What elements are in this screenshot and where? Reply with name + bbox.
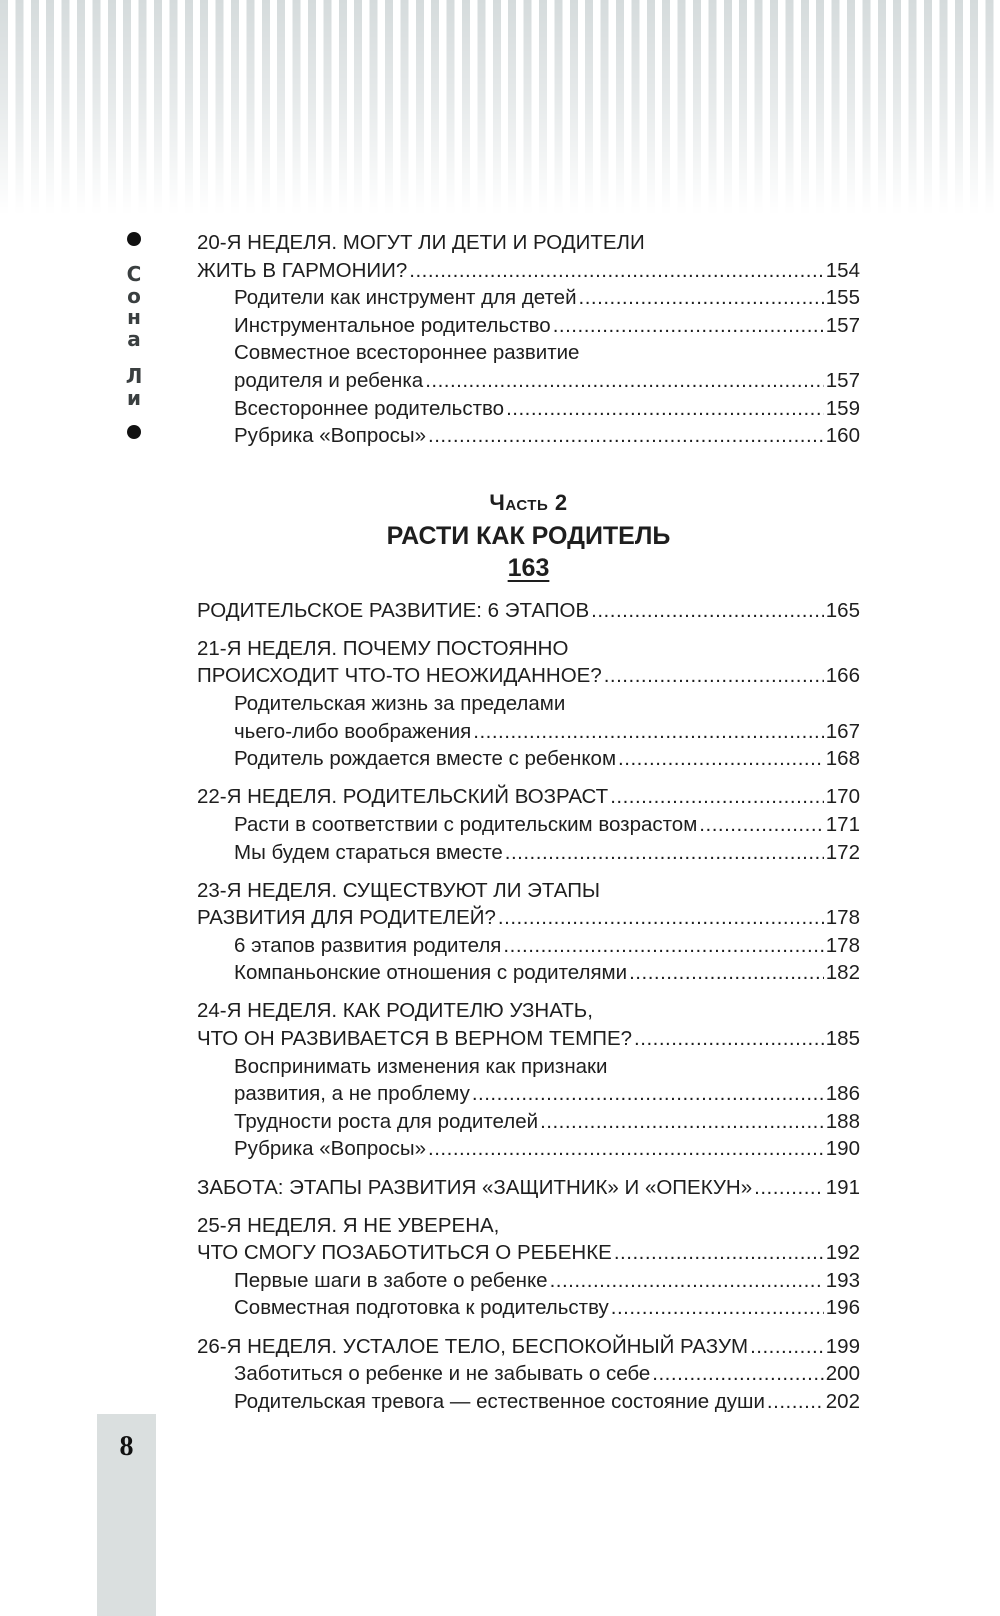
author-letter: н <box>127 305 141 329</box>
part-label: Часть 2 <box>489 489 568 515</box>
author-name-vertical <box>122 264 146 409</box>
toc-page-number: 165 <box>825 598 860 622</box>
toc-entry-line <box>197 904 860 932</box>
toc-entry-title: ЧТО СМОГУ ПОЗАБОТИТЬСЯ О РЕБЕНКЕ <box>197 1241 612 1265</box>
toc-entry-title: Всестороннее родительство <box>234 396 505 420</box>
toc-entry-line <box>197 1294 860 1322</box>
toc-entry-title: Родительская жизнь за пределами <box>234 692 566 716</box>
toc-section-entry[interactable] <box>197 932 860 960</box>
toc-entry-title: 25-Я НЕДЕЛЯ. Я НЕ УВЕРЕНА, <box>197 1213 500 1237</box>
bullet-dot-bottom <box>127 425 141 439</box>
toc-entry-line <box>197 229 860 257</box>
toc-entry-line <box>197 1135 860 1163</box>
page-number: 8 <box>119 1431 134 1462</box>
part-page-number: 163 <box>507 553 550 582</box>
author-running-head <box>122 232 146 439</box>
toc-entry-title: родителя и ребенка <box>234 368 424 392</box>
toc-entry-line <box>197 1333 860 1361</box>
bullet-dot-top <box>127 232 141 246</box>
toc-entry-line <box>197 997 860 1025</box>
toc-chapter-entry[interactable] <box>197 1333 860 1361</box>
toc-entry-title: Инструментальное родительство <box>234 313 551 337</box>
dot-leader <box>604 662 824 690</box>
dot-leader <box>767 1388 824 1416</box>
author-letter: С <box>126 262 142 286</box>
toc-entry-title: Компаньонские отношения с родителями <box>234 961 628 985</box>
toc-entry-line <box>197 635 860 663</box>
toc-entry-title: РАЗВИТИЯ ДЛЯ РОДИТЕЛЕЙ? <box>197 906 496 930</box>
toc-group <box>197 783 860 866</box>
dot-leader <box>428 1135 824 1163</box>
toc-page-number: 188 <box>825 1109 860 1133</box>
toc-section-entry[interactable] <box>197 422 860 450</box>
toc-entry-line <box>197 959 860 987</box>
dot-leader <box>473 718 824 746</box>
dot-leader <box>750 1333 824 1361</box>
toc-chapter-entry[interactable] <box>197 997 860 1052</box>
toc-group <box>197 229 860 450</box>
toc-entry-title: Мы будем стараться вместе <box>234 840 503 864</box>
dot-leader <box>498 904 824 932</box>
toc-chapter-entry[interactable] <box>197 877 860 932</box>
toc-entry-title: Родители как инструмент для детей <box>234 286 577 310</box>
toc-group <box>197 635 860 773</box>
toc-entry-title: 21-Я НЕДЕЛЯ. ПОЧЕМУ ПОСТОЯННО <box>197 636 569 660</box>
toc-entry-title: Родительская тревога — естественное состояние души <box>234 1389 765 1413</box>
toc-section-entry[interactable] <box>197 811 860 839</box>
toc-section-entry[interactable] <box>197 959 860 987</box>
decorative-stripes-header <box>0 0 1000 215</box>
author-letter: о <box>127 283 141 308</box>
toc-page-number: 191 <box>825 1175 860 1199</box>
toc-page-number: 154 <box>825 258 860 282</box>
toc-entry-title: Рубрика «Вопросы» <box>234 1137 427 1161</box>
dot-leader <box>634 1025 824 1053</box>
dot-leader <box>472 1080 824 1108</box>
toc-section-entry[interactable] <box>197 339 860 394</box>
toc-entry-line <box>197 745 860 773</box>
author-letter: Л <box>125 364 143 388</box>
toc-group <box>197 997 860 1163</box>
toc-page-number: 192 <box>825 1241 860 1265</box>
toc-entry-title: Совместная подготовка к родительству <box>234 1296 609 1320</box>
toc-entry-title: Расти в соответствии с родительским возрастом <box>234 812 698 836</box>
author-letter: а <box>127 326 141 351</box>
toc-group <box>197 597 860 625</box>
toc-entry-title: чьего-либо воображения <box>234 719 472 743</box>
dot-leader <box>652 1360 824 1388</box>
dot-leader <box>618 745 824 773</box>
toc-entry-title: ПРОИСХОДИТ ЧТО-ТО НЕОЖИДАННОЕ? <box>197 664 602 688</box>
toc-entry-title: ЖИТЬ В ГАРМОНИИ? <box>197 258 408 282</box>
toc-page-number: 193 <box>825 1268 860 1292</box>
dot-leader <box>505 839 824 867</box>
toc-chapter-entry[interactable] <box>197 635 860 690</box>
dot-leader <box>506 395 824 423</box>
toc-page-number: 178 <box>825 933 860 957</box>
toc-entry-line <box>197 284 860 312</box>
toc-entry-title: развития, а не проблему <box>234 1082 470 1106</box>
toc-page-number: 190 <box>825 1137 860 1161</box>
toc-entry-line <box>197 1388 860 1416</box>
toc-page-number: 155 <box>825 286 860 310</box>
dot-leader <box>503 932 823 960</box>
toc-page-number: 167 <box>825 719 860 743</box>
toc-entry-title: 23-Я НЕДЕЛЯ. СУЩЕСТВУЮТ ЛИ ЭТАПЫ <box>197 878 601 902</box>
toc-page-number: 185 <box>825 1027 860 1051</box>
dot-leader <box>610 783 824 811</box>
toc-section-entry[interactable] <box>197 745 860 773</box>
toc-entry-line <box>197 1267 860 1295</box>
toc-chapter-entry[interactable] <box>197 229 860 284</box>
table-of-contents <box>197 229 860 1415</box>
toc-entry-title: 22-Я НЕДЕЛЯ. РОДИТЕЛЬСКИЙ ВОЗРАСТ <box>197 785 609 809</box>
toc-page-number: 172 <box>825 840 860 864</box>
toc-entry-line <box>197 1239 860 1267</box>
dot-leader <box>699 811 823 839</box>
toc-part1-tail <box>197 229 860 450</box>
toc-group <box>197 877 860 987</box>
toc-entry-line <box>197 1080 860 1108</box>
toc-entry-title: РОДИТЕЛЬСКОЕ РАЗВИТИЕ: 6 ЭТАПОВ <box>197 598 590 622</box>
toc-entry-line <box>197 257 860 285</box>
toc-entry-title: ЗАБОТА: ЭТАПЫ РАЗВИТИЯ «ЗАЩИТНИК» И «ОПЕКУН» <box>197 1175 753 1199</box>
toc-entry-title: ЧТО ОН РАЗВИВАЕТСЯ В ВЕРНОМ ТЕМПЕ? <box>197 1027 633 1051</box>
toc-entry-title: Первые шаги в заботе о ребенке <box>234 1268 548 1292</box>
toc-section-entry[interactable] <box>197 1388 860 1416</box>
toc-entry-line <box>197 339 860 367</box>
toc-entry-line <box>197 839 860 867</box>
toc-group <box>197 1212 860 1322</box>
toc-chapter-entry[interactable] <box>197 597 860 625</box>
toc-page-number: 157 <box>825 368 860 392</box>
toc-entry-title: Совместное всестороннее развитие <box>234 341 580 365</box>
toc-part2 <box>197 597 860 1416</box>
toc-page-number: 157 <box>825 313 860 337</box>
toc-page-number: 196 <box>825 1296 860 1320</box>
toc-entry-title: Заботиться о ребенке и не забывать о себе <box>234 1362 651 1386</box>
toc-section-entry[interactable] <box>197 312 860 340</box>
toc-group <box>197 1333 860 1416</box>
toc-page-number: 166 <box>825 664 860 688</box>
toc-entry-line <box>197 422 860 450</box>
toc-entry-line <box>197 1360 860 1388</box>
toc-entry-title: Воспринимать изменения как признаки <box>234 1054 608 1078</box>
toc-page-number: 200 <box>825 1362 860 1386</box>
toc-entry-line <box>197 367 860 395</box>
toc-section-entry[interactable] <box>197 1135 860 1163</box>
toc-entry-line <box>197 783 860 811</box>
toc-chapter-entry[interactable] <box>197 1174 860 1202</box>
toc-section-entry[interactable] <box>197 1053 860 1108</box>
dot-leader <box>629 959 824 987</box>
toc-entry-title: 24-Я НЕДЕЛЯ. КАК РОДИТЕЛЮ УЗНАТЬ, <box>197 999 593 1023</box>
toc-entry-line <box>197 597 860 625</box>
dot-leader <box>553 312 824 340</box>
toc-section-entry[interactable] <box>197 284 860 312</box>
toc-page-number: 182 <box>825 961 860 985</box>
toc-entry-line <box>197 1212 860 1240</box>
toc-entry-line <box>197 1108 860 1136</box>
toc-entry-line <box>197 718 860 746</box>
toc-entry-line <box>197 1025 860 1053</box>
toc-entry-line <box>197 932 860 960</box>
dot-leader <box>614 1239 824 1267</box>
toc-entry-line <box>197 395 860 423</box>
toc-section-entry[interactable] <box>197 690 860 745</box>
toc-chapter-entry[interactable] <box>197 1212 860 1267</box>
toc-entry-line <box>197 1053 860 1081</box>
toc-entry-title: Родитель рождается вместе с ребенком <box>234 747 617 771</box>
page-number-tab <box>97 1414 156 1616</box>
toc-page-number: 186 <box>825 1082 860 1106</box>
part-title: РАСТИ КАК РОДИТЕЛЬ <box>386 521 671 550</box>
toc-page-number: 170 <box>825 785 860 809</box>
toc-chapter-entry[interactable] <box>197 783 860 811</box>
toc-page-number: 160 <box>825 424 860 448</box>
toc-group <box>197 1174 860 1202</box>
toc-entry-title: 20-Я НЕДЕЛЯ. МОГУТ ЛИ ДЕТИ И РОДИТЕЛИ <box>197 231 645 254</box>
toc-section-entry[interactable] <box>197 1267 860 1295</box>
dot-leader <box>579 284 824 312</box>
part-heading[interactable] <box>197 487 860 583</box>
toc-entry-title: Рубрика «Вопросы» <box>234 424 427 448</box>
toc-entry-title: 26-Я НЕДЕЛЯ. УСТАЛОЕ ТЕЛО, БЕСПОКОЙНЫЙ РАЗУМ <box>197 1334 749 1358</box>
toc-entry-line <box>197 811 860 839</box>
author-letter: и <box>126 385 141 410</box>
dot-leader <box>409 257 824 285</box>
toc-section-entry[interactable] <box>197 1360 860 1388</box>
dot-leader <box>550 1267 824 1295</box>
dot-leader <box>754 1174 824 1202</box>
toc-entry-line <box>197 312 860 340</box>
toc-page-number: 171 <box>825 812 860 836</box>
toc-section-entry[interactable] <box>197 1294 860 1322</box>
toc-entry-line <box>197 690 860 718</box>
toc-section-entry[interactable] <box>197 839 860 867</box>
dot-leader <box>591 597 824 625</box>
toc-entry-line <box>197 1174 860 1202</box>
dot-leader <box>540 1108 824 1136</box>
toc-entry-title: 6 этапов развития родителя <box>234 933 502 957</box>
toc-section-entry[interactable] <box>197 1108 860 1136</box>
toc-page-number: 199 <box>825 1334 860 1358</box>
dot-leader <box>428 422 824 450</box>
dot-leader <box>425 367 824 395</box>
toc-page-number: 202 <box>825 1389 860 1413</box>
toc-entry-title: Трудности роста для родителей <box>234 1109 539 1133</box>
toc-entry-line <box>197 877 860 905</box>
toc-entry-line <box>197 662 860 690</box>
toc-page-number: 168 <box>825 747 860 771</box>
toc-page-number: 178 <box>825 906 860 930</box>
dot-leader <box>611 1294 824 1322</box>
toc-section-entry[interactable] <box>197 395 860 423</box>
toc-page-number: 159 <box>825 396 860 420</box>
